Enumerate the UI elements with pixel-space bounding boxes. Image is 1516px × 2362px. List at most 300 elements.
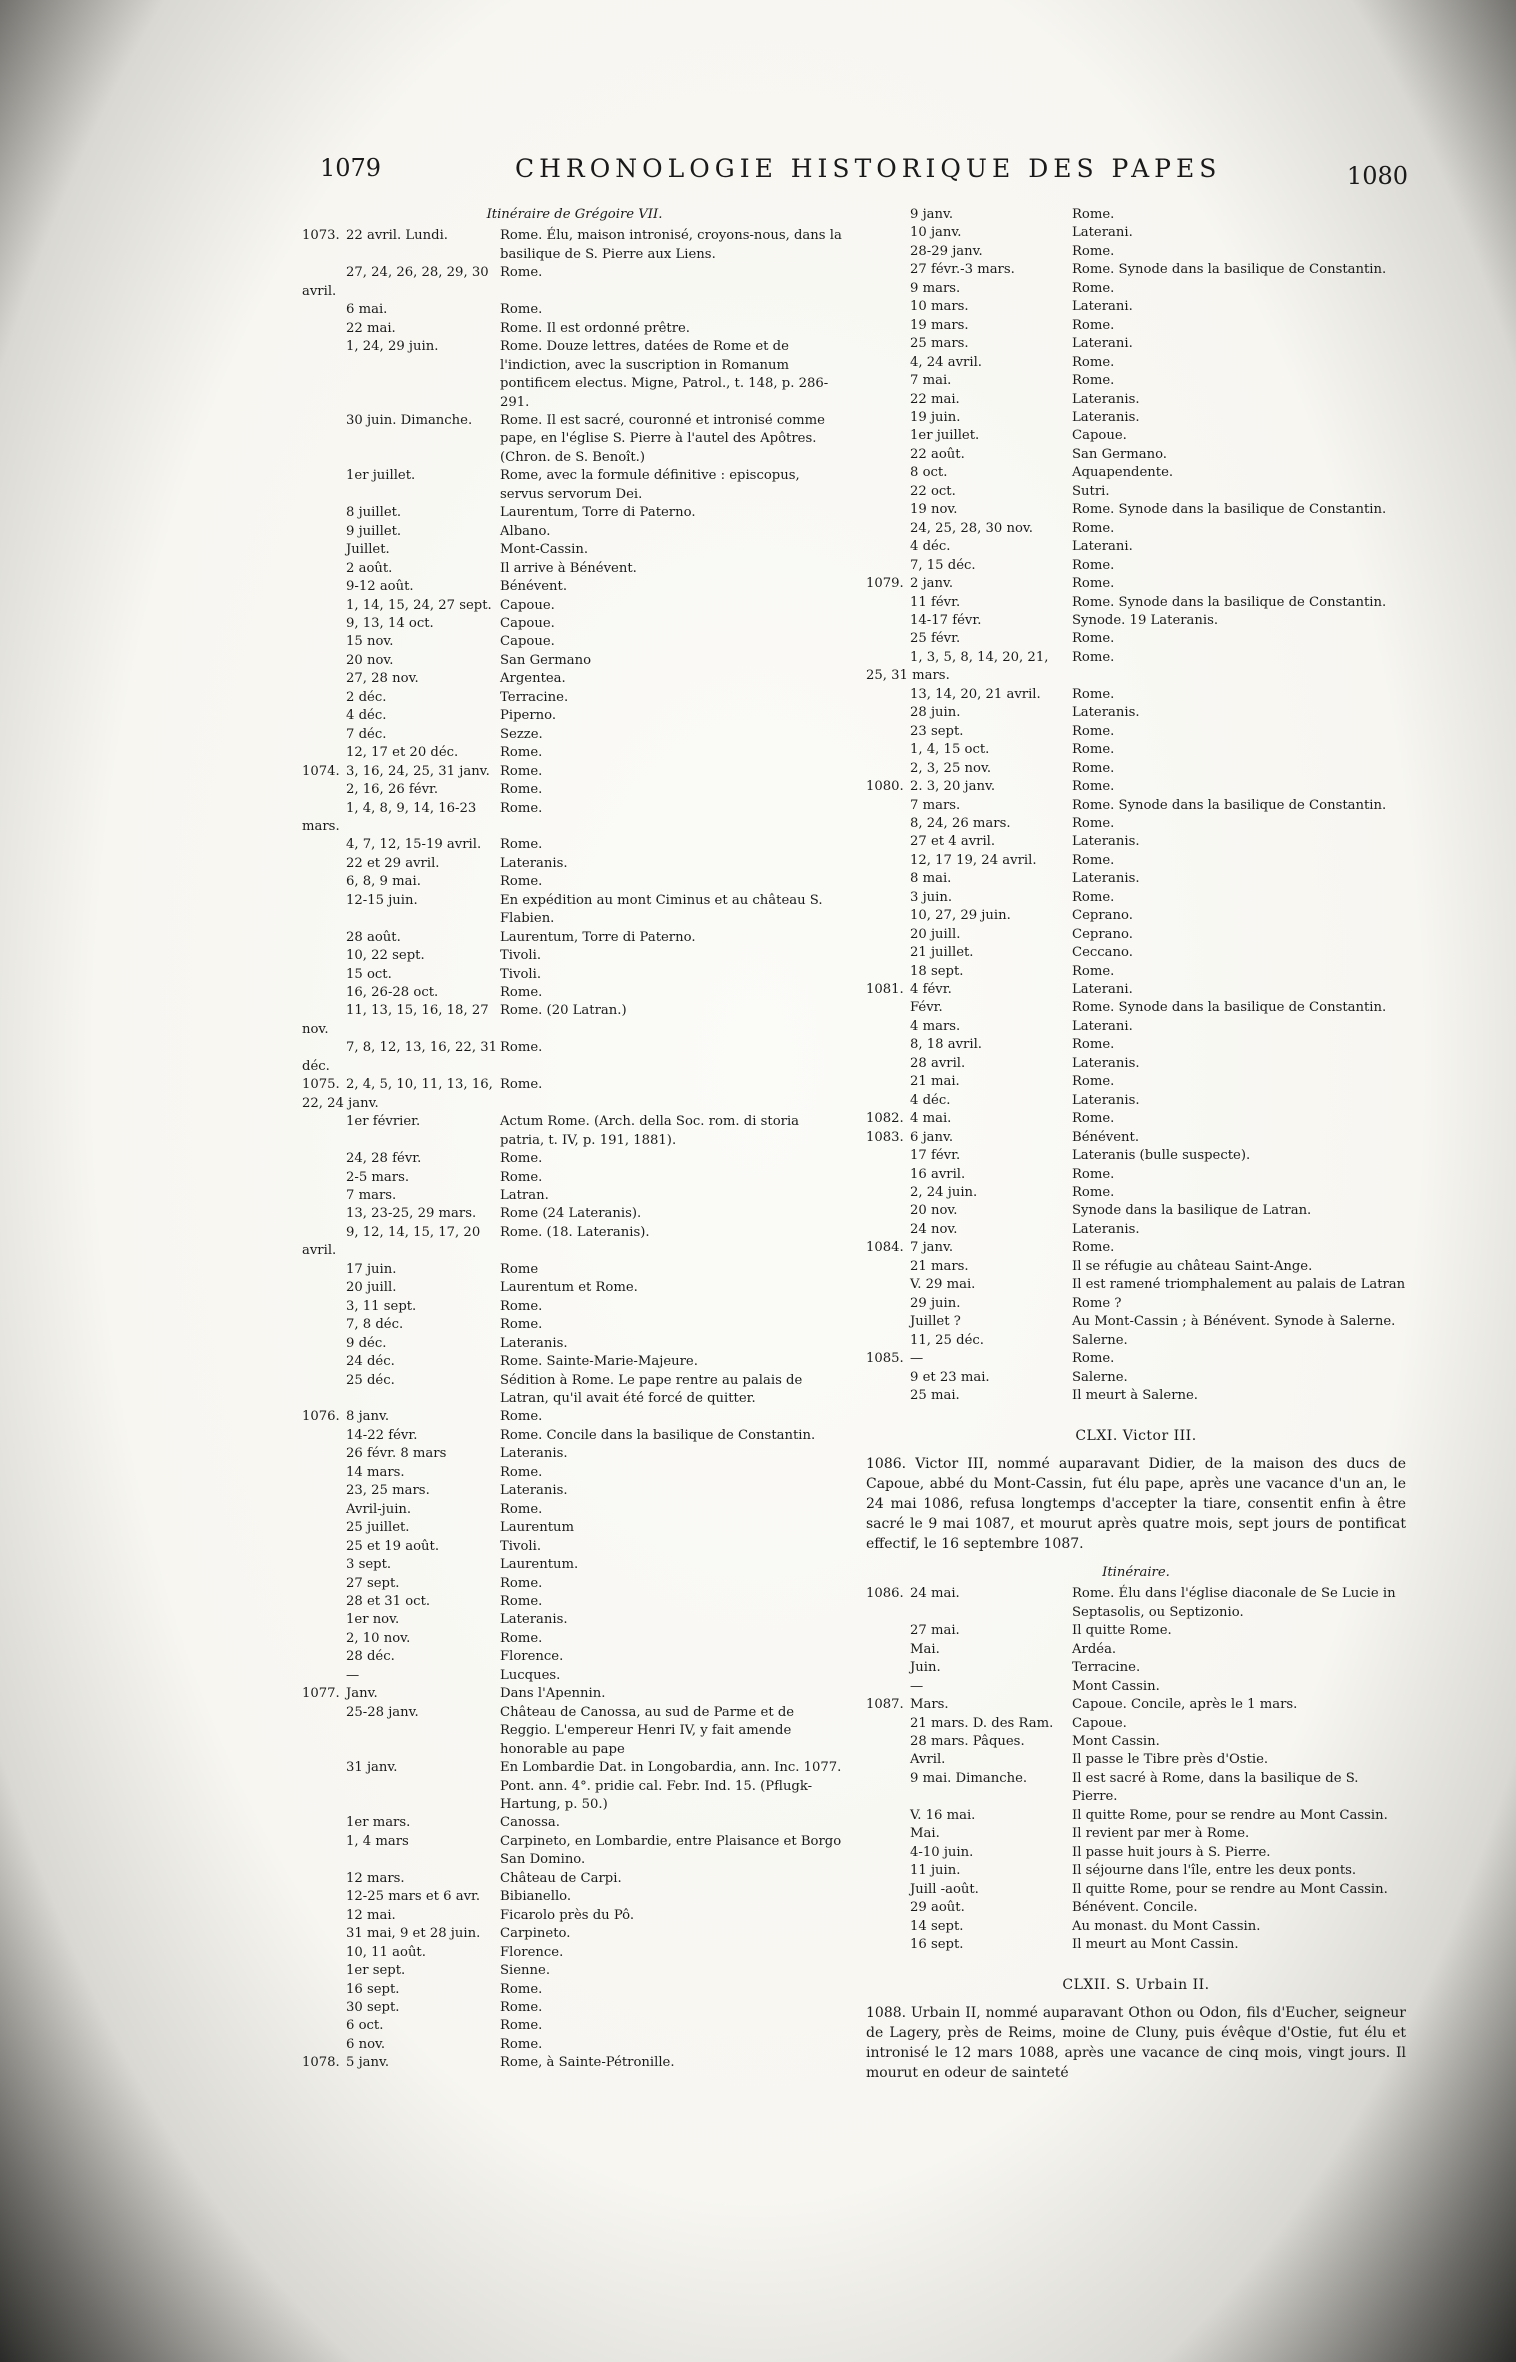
itinerary-place: Château de Carpi. (500, 1870, 622, 1886)
itinerary-row (866, 575, 1406, 593)
itinerary-row (302, 467, 847, 504)
itinerary-row (866, 391, 1406, 409)
itinerary-date (866, 280, 1072, 298)
itinerary-day: 4, 7, 12, 15-19 avril. (346, 837, 482, 853)
itinerary-day: 14 sept. (910, 1918, 964, 1934)
itinerary-date (302, 320, 500, 338)
itinerary-date (866, 1369, 1072, 1387)
itinerary-day: 10, 22 sept. (346, 948, 425, 964)
itinerary-date (302, 2054, 500, 2072)
itinerary-place: Rome. (500, 1169, 543, 1185)
itinerary-date (866, 1147, 1072, 1165)
itinerary-place: Capoue. (500, 597, 555, 613)
itinerary-place: Rome. (1072, 1111, 1115, 1127)
itinerary-date (866, 778, 1072, 796)
itinerary-row (866, 907, 1406, 925)
itinerary-year: 1087. (866, 1697, 904, 1713)
itinerary-year: 1083. (866, 1129, 904, 1145)
itinerary-row (866, 999, 1406, 1017)
itinerary-day: Avril. (910, 1752, 946, 1768)
itinerary-date (302, 1814, 500, 1832)
itinerary-day: 9 mars. (910, 280, 961, 296)
itinerary-place: Tivoli. (500, 966, 542, 982)
itinerary-date (866, 1807, 1072, 1825)
itinerary-row (302, 726, 847, 744)
itinerary-row (866, 1073, 1406, 1091)
itinerary-date (866, 1332, 1072, 1350)
itinerary-date (866, 723, 1072, 741)
itinerary-row (302, 892, 847, 929)
itinerary-date (866, 630, 1072, 648)
itinerary-row (866, 944, 1406, 962)
itinerary-row (302, 1002, 847, 1039)
itinerary-day: 13, 14, 20, 21 avril. (910, 686, 1041, 702)
itinerary-day: 8 oct. (910, 465, 948, 481)
itinerary-day: 25-28 janv. (346, 1704, 419, 1720)
itinerary-place: Laurentum et Rome. (500, 1280, 638, 1296)
itinerary-day: 9-12 août. (346, 579, 414, 595)
itinerary-place: Bénévent. (500, 579, 568, 595)
itinerary-day: 4 déc. (910, 539, 951, 555)
itinerary-date (866, 704, 1072, 722)
itinerary-date (866, 1881, 1072, 1899)
itinerary-day: 20 nov. (910, 1203, 958, 1219)
itinerary-day: Juillet ? (910, 1314, 961, 1330)
itinerary-date (866, 1202, 1072, 1220)
itinerary-day: 7 déc. (346, 726, 387, 742)
itinerary-day: 8 janv. (346, 1409, 390, 1425)
itinerary-subtitle: Itinéraire de Grégoire VII. (486, 207, 663, 222)
itinerary-place: Laterani. (1072, 1018, 1133, 1034)
itinerary-day: 4 déc. (910, 1092, 951, 1108)
itinerary-date (866, 427, 1072, 445)
itinerary-day: 6, 8, 9 mai. (346, 874, 421, 890)
itinerary-place: Rome. (1072, 779, 1115, 795)
itinerary-day: 9 janv. (910, 207, 954, 222)
itinerary-row (866, 1715, 1406, 1733)
itinerary-place: Rome. Sainte-Marie-Majeure. (500, 1354, 698, 1370)
itinerary-day: 2. 3, 20 janv. (910, 779, 996, 795)
itinerary-place: Château de Canossa, au sud de Parme et de Reggio. L'empereur Henri IV, y fait amende honorable au pape (500, 1704, 795, 1757)
itinerary-day: 9 déc. (346, 1335, 387, 1351)
itinerary-date (866, 815, 1072, 833)
itinerary-date (866, 538, 1072, 556)
itinerary-date (302, 1353, 500, 1371)
itinerary-place: Dans l'Apennin. (500, 1686, 606, 1702)
itinerary-place: Lateranis. (1072, 1221, 1140, 1237)
itinerary-date (866, 649, 1072, 686)
itinerary-row (302, 1575, 847, 1593)
itinerary-place: Mont Cassin. (1072, 1733, 1160, 1749)
itinerary-date (302, 1335, 500, 1353)
itinerary-row (866, 1055, 1406, 1073)
itinerary-day: 8, 24, 26 mars. (910, 815, 1011, 831)
itinerary-day: 11, 25 déc. (910, 1332, 984, 1348)
itinerary-row (866, 1770, 1406, 1807)
itinerary-date (302, 1445, 500, 1463)
itinerary-date (302, 523, 500, 541)
itinerary-row (866, 612, 1406, 630)
itinerary-day: 2 août. (346, 560, 393, 576)
itinerary-date (302, 689, 500, 707)
itinerary-day: 27, 24, 26, 28, 29, 30 avril. (302, 265, 489, 299)
itinerary-date (866, 575, 1072, 593)
itinerary-place: Salerne. (1072, 1369, 1128, 1385)
section-title-victor-iii: CLXI. Victor III. (1075, 1428, 1197, 1445)
itinerary-day: 12 mai. (346, 1907, 396, 1923)
itinerary-row (866, 317, 1406, 335)
itinerary-date (302, 1611, 500, 1629)
itinerary-place: Il quitte Rome, pour se rendre au Mont Cassin. (1072, 1881, 1388, 1897)
itinerary-year: 1078. (302, 2055, 340, 2071)
itinerary-row (866, 649, 1406, 686)
itinerary-place: Rome. (1072, 576, 1115, 592)
itinerary-row (302, 1870, 847, 1888)
itinerary-row (866, 1369, 1406, 1387)
itinerary-date (866, 224, 1072, 242)
itinerary-date (302, 1316, 500, 1334)
itinerary-row (866, 1258, 1406, 1276)
itinerary-row (302, 227, 847, 264)
itinerary-day: 7, 8, 12, 13, 16, 22, 31 déc. (302, 1040, 497, 1074)
itinerary-date (866, 1036, 1072, 1054)
itinerary-date (866, 206, 1072, 224)
itinerary-day: 3 juin. (910, 889, 953, 905)
itinerary-date (302, 1408, 500, 1426)
itinerary-date (302, 1464, 500, 1482)
itinerary-date (302, 1556, 500, 1574)
itinerary-year: 1074. (302, 763, 340, 779)
itinerary-row (302, 338, 847, 412)
itinerary-row (866, 833, 1406, 851)
itinerary-place: Rome, à Sainte-Pétronille. (500, 2055, 675, 2071)
itinerary-place: Laurentum, Torre di Paterno. (500, 929, 696, 945)
itinerary-date (302, 836, 500, 854)
itinerary-day: 16 avril. (910, 1166, 966, 1182)
itinerary-date (866, 1350, 1072, 1368)
itinerary-row (866, 1350, 1406, 1368)
itinerary-date (866, 1092, 1072, 1110)
itinerary-day: 24 déc. (346, 1354, 395, 1370)
itinerary-date (302, 1501, 500, 1519)
itinerary-day: 14 mars. (346, 1464, 405, 1480)
itinerary-place: Tivoli. (500, 948, 542, 964)
itinerary-day: 2, 3, 25 nov. (910, 760, 992, 776)
itinerary-day: 1, 4, 15 oct. (910, 742, 990, 758)
itinerary-place: Rome. Élu dans l'église diaconale de Se Lucie in Septasolis, ou Septizonio. (1072, 1586, 1396, 1620)
itinerary-date (866, 1715, 1072, 1733)
itinerary-place: Rome. (500, 1501, 543, 1517)
itinerary-date (302, 1575, 500, 1593)
itinerary-place: Ficarolo près du Pô. (500, 1907, 635, 1923)
itinerary-place: Rome. (500, 1409, 543, 1425)
itinerary-row (866, 1881, 1406, 1899)
itinerary-date (866, 501, 1072, 519)
itinerary-day: 16 sept. (910, 1936, 964, 1952)
itinerary-row (866, 243, 1406, 261)
itinerary-day: 20 juill. (346, 1280, 397, 1296)
itinerary-row (866, 1751, 1406, 1769)
itinerary-day: 4 mai. (910, 1111, 952, 1127)
itinerary-place: Il quitte Rome, pour se rendre au Mont Cassin. (1072, 1807, 1388, 1823)
itinerary-place: Latran. (500, 1188, 549, 1204)
itinerary-row (302, 1261, 847, 1279)
itinerary-year: 1082. (866, 1111, 904, 1127)
itinerary-day: 21 mars. D. des Ram. (910, 1715, 1054, 1731)
itinerary-place: Laterani. (1072, 539, 1133, 555)
itinerary-row (302, 578, 847, 596)
itinerary-date (866, 1295, 1072, 1313)
itinerary-day: 22 août. (910, 446, 965, 462)
itinerary-date (866, 391, 1072, 409)
itinerary-row (302, 689, 847, 707)
itinerary-day: 9 juillet. (346, 523, 402, 539)
itinerary-row (866, 1585, 1406, 1622)
itinerary-date (866, 557, 1072, 575)
itinerary-row (866, 427, 1406, 445)
itinerary-date (302, 1187, 500, 1205)
itinerary-place: Capoue. Concile, après le 1 mars. (1072, 1697, 1298, 1713)
itinerary-place: Rome. (1072, 815, 1115, 831)
itinerary-day: 28 juin. (910, 705, 961, 721)
itinerary-row (302, 1556, 847, 1574)
itinerary-day: 3, 11 sept. (346, 1298, 417, 1314)
itinerary-place: Lateranis. (500, 1335, 568, 1351)
itinerary-row (866, 280, 1406, 298)
itinerary-date (866, 1641, 1072, 1659)
itinerary-row (866, 538, 1406, 556)
itinerary-date (866, 483, 1072, 501)
itinerary-place: Piperno. (500, 708, 557, 724)
itinerary-row (866, 1899, 1406, 1917)
itinerary-day: 1, 24, 29 juin. (346, 339, 439, 355)
itinerary-day: 12-25 mars et 6 avr. (346, 1889, 481, 1905)
itinerary-date (866, 963, 1072, 981)
itinerary-place: Carpineto. (500, 1926, 571, 1942)
itinerary-row (866, 797, 1406, 815)
itinerary-place: Rome. (1072, 1240, 1115, 1256)
itinerary-date (302, 800, 500, 837)
itinerary-row (866, 1129, 1406, 1147)
itinerary-day: Mai. (910, 1826, 940, 1842)
itinerary-date (302, 707, 500, 725)
itinerary-year: 1085. (866, 1351, 904, 1367)
itinerary-row (302, 1519, 847, 1537)
itinerary-place: Rome. (500, 763, 543, 779)
itinerary-place: Rome. (18. Lateranis). (500, 1224, 650, 1240)
itinerary-place: Il arrive à Bénévent. (500, 560, 637, 576)
itinerary-date (866, 409, 1072, 427)
itinerary-day: 2 janv. (910, 576, 954, 592)
itinerary-date (302, 1667, 500, 1685)
itinerary-place: Rome. Il est sacré, couronné et intronisé comme pape, en l'église S. Pierre à l'autel des Apôtres. (Chron. de S. Benoît.) (500, 412, 825, 465)
itinerary-date (302, 855, 500, 873)
itinerary-place: Il meurt au Mont Cassin. (1072, 1936, 1239, 1952)
itinerary-date (866, 1622, 1072, 1640)
itinerary-date (866, 907, 1072, 925)
itinerary-place: Salerne. (1072, 1332, 1128, 1348)
itinerary-row (302, 560, 847, 578)
itinerary-day: 21 mai. (910, 1074, 960, 1090)
itinerary-date (866, 1918, 1072, 1936)
itinerary-row (866, 1678, 1406, 1696)
itinerary-date (302, 2036, 500, 2054)
itinerary-place: Tivoli. (500, 1538, 542, 1554)
itinerary-day: 2, 24 juin. (910, 1185, 978, 1201)
itinerary-date (866, 298, 1072, 316)
itinerary-row (866, 501, 1406, 519)
itinerary-place: Laterani. (1072, 299, 1133, 315)
itinerary-subtitle-victor: Itinéraire. (1102, 1564, 1170, 1580)
itinerary-day: 28 déc. (346, 1649, 395, 1665)
itinerary-place: Il meurt à Salerne. (1072, 1388, 1198, 1403)
itinerary-place: Synode dans la basilique de Latran. (1072, 1203, 1312, 1219)
page-number-left: 1079 (320, 154, 382, 182)
itinerary-row (302, 1427, 847, 1445)
itinerary-row (302, 1482, 847, 1500)
itinerary-day: — (910, 1678, 924, 1694)
itinerary-day: 5 janv. (346, 2055, 390, 2071)
itinerary-place: Laterani. (1072, 982, 1133, 998)
itinerary-day: Mai. (910, 1641, 940, 1657)
itinerary-place: Rome. Concile dans la basilique de Constantin. (500, 1427, 816, 1443)
page-number-right: 1080 (1346, 162, 1408, 190)
itinerary-place: En expédition au mont Ciminus et au château S. Flabien. (500, 892, 823, 927)
itinerary-list-victor (866, 1585, 1406, 1954)
itinerary-date (866, 797, 1072, 815)
itinerary-day: Avril-juin. (346, 1501, 412, 1517)
itinerary-date (866, 1018, 1072, 1036)
itinerary-row (302, 1039, 847, 1076)
itinerary-row (302, 873, 847, 891)
itinerary-day: 11 juin. (910, 1863, 961, 1879)
itinerary-day: 1, 3, 5, 8, 14, 20, 21, 25, 31 mars. (866, 649, 1049, 684)
itinerary-row (866, 630, 1406, 648)
itinerary-date (302, 781, 500, 799)
itinerary-row (866, 1110, 1406, 1128)
itinerary-row (302, 1944, 847, 1962)
itinerary-row (866, 1332, 1406, 1350)
itinerary-row (866, 963, 1406, 981)
itinerary-row (866, 1387, 1406, 1405)
itinerary-day: 1er nov. (346, 1612, 400, 1628)
itinerary-day: 30 juin. Dimanche. (346, 412, 473, 428)
itinerary-day: 30 sept. (346, 1999, 400, 2015)
itinerary-date (866, 1733, 1072, 1751)
itinerary-row (866, 1313, 1406, 1331)
itinerary-place: Rome. (20 Latran.) (500, 1003, 627, 1019)
itinerary-row (302, 1279, 847, 1297)
itinerary-day: 2, 10 nov. (346, 1630, 411, 1646)
itinerary-row (866, 354, 1406, 372)
itinerary-place: Lateranis. (1072, 1092, 1140, 1108)
itinerary-place: Ardéa. (1072, 1641, 1117, 1657)
itinerary-place: Rome ? (1072, 1295, 1122, 1311)
itinerary-day: 1, 4 mars (346, 1833, 409, 1849)
itinerary-place: Rome. (1072, 557, 1115, 573)
itinerary-date (866, 1110, 1072, 1128)
itinerary-row (302, 1113, 847, 1150)
itinerary-row (866, 1825, 1406, 1843)
itinerary-day: 4, 24 avril. (910, 354, 982, 370)
itinerary-place: Ceccano. (1072, 945, 1133, 961)
itinerary-date (866, 261, 1072, 279)
itinerary-day: 6 janv. (910, 1129, 954, 1145)
itinerary-day: 17 févr. (910, 1148, 961, 1164)
itinerary-row (302, 1833, 847, 1870)
itinerary-place: Rome. (500, 1981, 543, 1997)
itinerary-day: 7 janv. (910, 1240, 954, 1256)
itinerary-day: 9, 12, 14, 15, 17, 20 avril. (302, 1224, 481, 1259)
itinerary-place: Mont-Cassin. (500, 542, 589, 558)
page-header (0, 150, 1516, 190)
itinerary-row (866, 1036, 1406, 1054)
itinerary-date (866, 870, 1072, 888)
itinerary-row (302, 2054, 847, 2072)
itinerary-row (866, 1659, 1406, 1677)
itinerary-day: 23 sept. (910, 723, 964, 739)
itinerary-place: Lateranis. (1072, 705, 1140, 721)
itinerary-place: Rome. Élu, maison intronisé, croyons-nous, dans la basilique de S. Pierre aux Liens. (500, 228, 842, 262)
itinerary-place: Rome. (500, 1040, 543, 1056)
itinerary-day: 31 janv. (346, 1760, 398, 1776)
itinerary-row (302, 504, 847, 522)
itinerary-row (302, 1224, 847, 1261)
itinerary-row (866, 981, 1406, 999)
itinerary-place: Rome. Synode dans la basilique de Constantin. (1072, 594, 1387, 610)
itinerary-place: Rome. (1072, 243, 1115, 259)
itinerary-day: 28 août. (346, 929, 401, 945)
itinerary-row (866, 1147, 1406, 1165)
itinerary-place: Lateranis. (1072, 391, 1140, 407)
itinerary-date (866, 889, 1072, 907)
itinerary-row (302, 1372, 847, 1409)
itinerary-day: 23, 25 mars. (346, 1483, 430, 1499)
itinerary-day: 12 mars. (346, 1870, 405, 1886)
itinerary-row (866, 446, 1406, 464)
itinerary-date (866, 1221, 1072, 1239)
itinerary-row (302, 1353, 847, 1371)
itinerary-day: 25 févr. (910, 631, 961, 647)
itinerary-date (302, 1704, 500, 1759)
itinerary-list-continued (866, 206, 1406, 1405)
itinerary-day: 27 mai. (910, 1623, 960, 1639)
itinerary-place: Au monast. du Mont Cassin. (1072, 1918, 1261, 1934)
itinerary-row (302, 1925, 847, 1943)
itinerary-date (302, 1519, 500, 1537)
itinerary-day: 27, 28 nov. (346, 671, 419, 687)
itinerary-date (302, 670, 500, 688)
itinerary-day: Janv. (346, 1686, 378, 1702)
itinerary-row (866, 483, 1406, 501)
itinerary-day: 9, 13, 14 oct. (346, 615, 434, 631)
itinerary-day: 3, 16, 24, 25, 31 janv. (346, 763, 490, 779)
itinerary-row (302, 836, 847, 854)
itinerary-row (866, 852, 1406, 870)
itinerary-row (866, 1092, 1406, 1110)
itinerary-place: Florence. (500, 1944, 564, 1960)
itinerary-day: 11, 13, 15, 16, 18, 27 nov. (302, 1003, 489, 1037)
itinerary-row (302, 1593, 847, 1611)
itinerary-row (302, 1667, 847, 1685)
itinerary-day: 1, 4, 8, 9, 14, 16-23 mars. (302, 800, 477, 834)
itinerary-place: Rome. (500, 1317, 543, 1333)
itinerary-date (302, 578, 500, 596)
itinerary-day: 2-5 mars. (346, 1169, 410, 1185)
itinerary-place: Bénévent. Concile. (1072, 1900, 1198, 1916)
itinerary-place: Sezze. (500, 726, 543, 742)
itinerary-day: 21 juillet. (910, 945, 974, 961)
